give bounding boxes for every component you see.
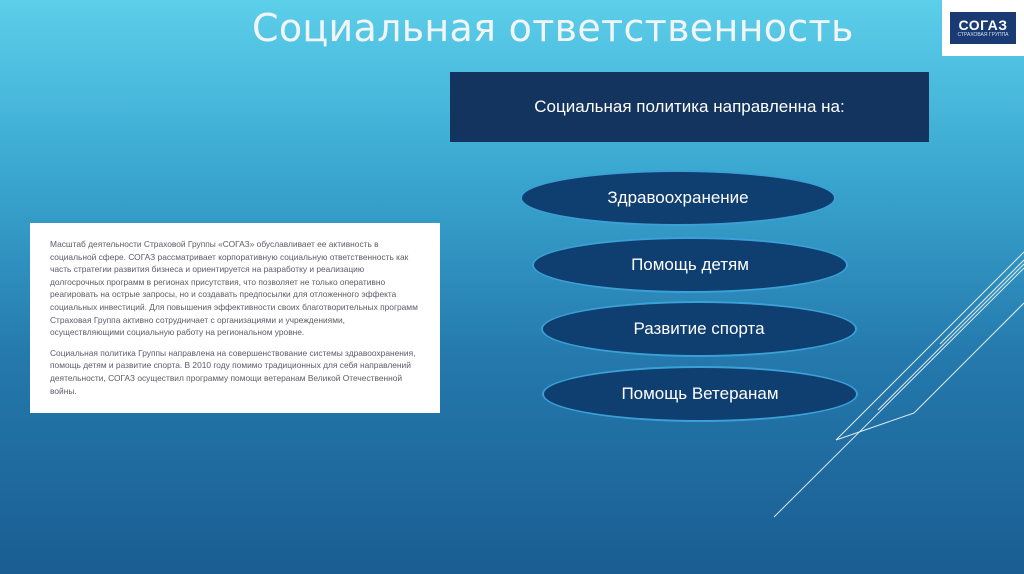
direction-label: Помощь Ветеранам [621,384,779,403]
logo-name: СОГАЗ [958,16,1008,33]
slide-title: Социальная ответственность [252,6,854,50]
policy-heading-text: Социальная политика направленна на: [534,97,845,116]
direction-label: Помощь детям [631,255,749,274]
logo-subtitle: СТРАХОВАЯ ГРУППА [957,31,1009,38]
deco-line [878,264,1024,410]
deco-line [836,252,1024,440]
document-paragraph-2: Социальная политика Группы направлена на совершенствование системы здравоохранения, помощь детям и развитие спорта. В 2010 году помимо традиционных для себя направлений деятельности, СОГАЗ осуществил программу помощи ветеранам Великой Отечественной войны. [50,347,416,396]
deco-line [774,268,1024,517]
deco-line [940,260,1024,344]
direction-label: Развитие спорта [633,319,765,338]
direction-label: Здравоохранение [607,188,749,207]
document-paragraph-1: Масштаб деятельности Страховой Группы «СОГАЗ» обуславливает ее активность в социальной сфере. СОГАЗ рассматривает корпоративную социальную ответственность как часть стратегии развития бизнеса и ориентируется на разработку и реализацию долгосрочных программ в регионах присутствия, что позволяет не только оперативно реагировать на острые запросы, но и создавать предпосылки для отложенного эффекта социальных инвестиций. Для повышения эффективности своих благотворительных программ Страховая Группа активно сотрудничает с организациями и учреждениями, осуществляющими социальную работу на региональном уровне. [50,239,418,338]
